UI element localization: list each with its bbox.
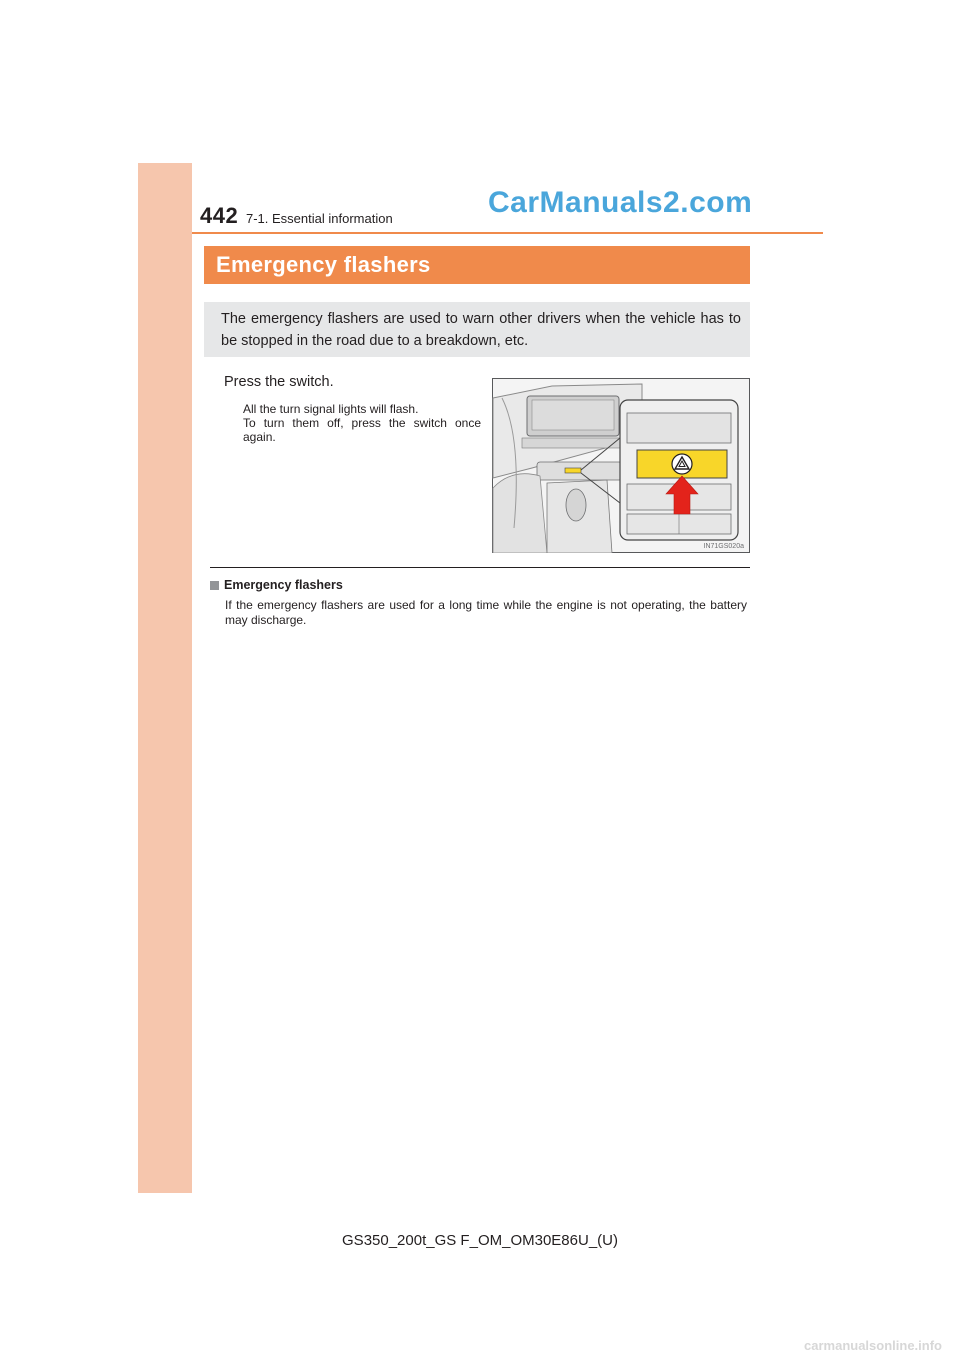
heading-bar [204, 246, 750, 284]
side-band [138, 163, 192, 1193]
section-title: 7-1. Essential information [246, 211, 393, 226]
intro-text: The emergency flashers are used to warn other drivers when the vehicle has to be stopped in the road due to a breakdown, etc. [221, 311, 741, 349]
figure-code: IN71GS020a [703, 543, 744, 550]
section-divider [210, 567, 750, 568]
dashboard-illustration [492, 378, 750, 553]
info-heading-text: Emergency flashers [224, 578, 343, 592]
hazard-warning-icon [672, 454, 692, 474]
info-text: If the emergency flashers are used for a long time while the engine is not operating, the battery may discharge. [225, 598, 747, 627]
intro-box [204, 302, 750, 357]
info-heading [210, 578, 343, 592]
page-heading: Emergency flashers [216, 252, 431, 277]
watermark-bottom[interactable]: carmanualsonline.info [804, 1338, 942, 1353]
dashboard-figure [492, 378, 750, 553]
watermark-logo[interactable]: CarManuals2.com [488, 186, 753, 219]
page-number: 442 [200, 203, 239, 228]
note-line-1: All the turn signal lights will flash. [243, 402, 419, 416]
square-bullet-icon [210, 581, 219, 590]
note-line-2: To turn them off, press the switch once again. [243, 416, 481, 444]
header-rule [192, 232, 823, 234]
footer-code: GS350_200t_GS F_OM_OM30E86U_(U) [342, 1232, 618, 1249]
instruction-note [243, 402, 481, 444]
instruction-text: Press the switch. [224, 374, 334, 390]
